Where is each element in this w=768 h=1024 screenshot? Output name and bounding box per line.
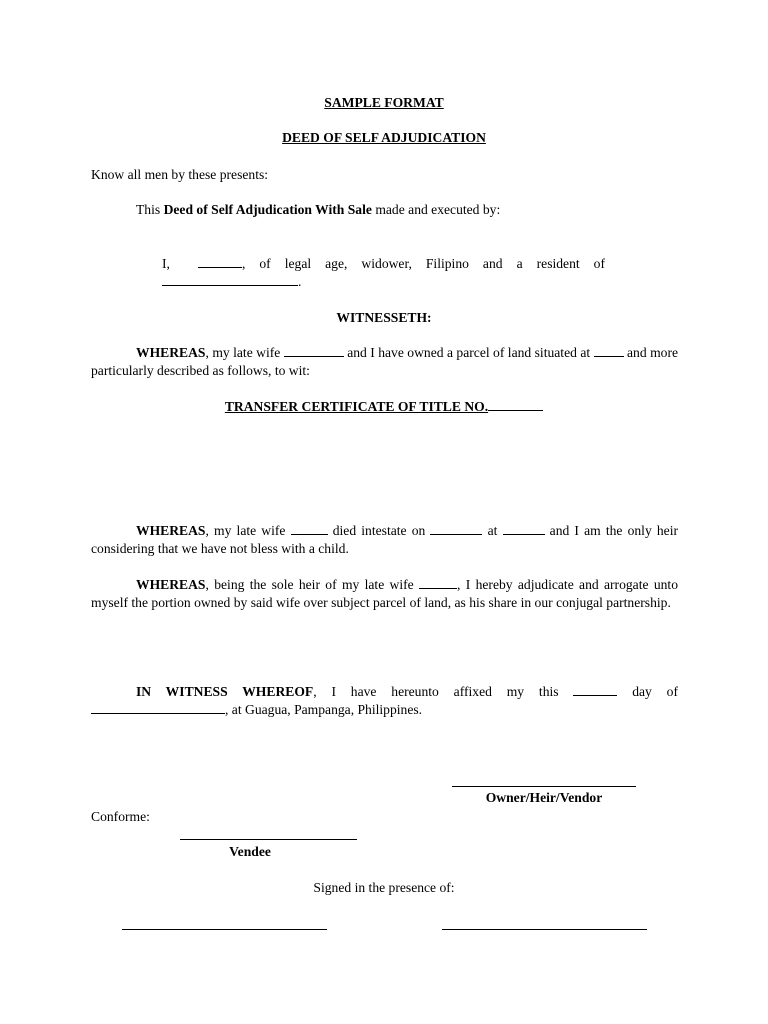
- witness-text-b: day of: [617, 684, 678, 699]
- witness-line-2: [91, 701, 678, 719]
- intro-paragraph: [136, 201, 500, 219]
- party-line-2: [162, 273, 605, 291]
- whereas-label: WHEREAS: [136, 577, 206, 592]
- witness-text-c: , at Guagua, Pampanga, Philippines.: [225, 701, 423, 717]
- month-year-blank: [91, 702, 225, 714]
- witness-signature-line-1: [122, 929, 327, 930]
- whereas3-text-b: , I hereby adjudicate and arrogate unto myself the portion owned by said wife over subject parcel of land, as his share in our conjugal partnership.: [91, 577, 678, 610]
- whereas2-text-b: died intestate on: [327, 523, 431, 538]
- intro-deed-name: Deed of Self Adjudication With Sale: [163, 202, 372, 217]
- death-date-blank: [430, 523, 482, 535]
- party-text-i: I,: [162, 256, 170, 271]
- whereas1-text-a: , my late wife: [205, 345, 284, 360]
- whereas1-text-b: and I have owned a parcel of land situated at: [343, 345, 594, 360]
- whereas1-text-c: and more particularly described as follows, to wit:: [91, 345, 679, 378]
- party-paragraph: [162, 255, 605, 290]
- intro-text-after: made and executed by:: [371, 202, 501, 217]
- whereas-paragraph-3: [91, 576, 678, 611]
- witness-signature-line-2: [442, 929, 647, 930]
- witness-label: IN WITNESS WHEREOF: [136, 684, 314, 699]
- greeting: Know all men by these presents:: [91, 167, 269, 182]
- conforme-label: Conforme:: [91, 809, 150, 824]
- residence-blank: [162, 274, 298, 286]
- witnesseth-heading: WITNESSETH:: [336, 310, 432, 325]
- heading-sample-format: SAMPLE FORMAT: [324, 95, 444, 110]
- whereas-label: WHEREAS: [136, 345, 206, 360]
- party-line-1: [162, 255, 605, 273]
- location-blank: [594, 345, 624, 357]
- whereas-paragraph-1: [91, 344, 678, 379]
- whereas2-text-d: and I am the only heir considering that we have not bless with a child.: [91, 523, 679, 556]
- whereas-label: WHEREAS: [136, 523, 206, 538]
- intro-text-before: This: [136, 202, 164, 217]
- tct-label: TRANSFER CERTIFICATE OF TITLE NO.: [224, 399, 489, 414]
- witness-text-a: , I have hereunto affixed my this: [313, 684, 574, 699]
- wife-name-blank: [419, 577, 457, 589]
- name-blank: [198, 256, 242, 268]
- day-blank: [573, 684, 617, 696]
- whereas2-text-c: at: [482, 523, 503, 538]
- party-line-end: .: [298, 273, 302, 289]
- signed-presence-label: Signed in the presence of:: [313, 880, 455, 895]
- wife-name-blank: [284, 345, 344, 357]
- party-text-details: , of legal age, widower, Filipino and a resident of: [241, 256, 605, 271]
- death-place-blank: [503, 523, 545, 535]
- document-title: DEED OF SELF ADJUDICATION: [282, 130, 486, 145]
- tct-number-blank: [488, 399, 543, 411]
- witness-line-1: [91, 683, 678, 701]
- whereas2-text-a: , my late wife: [205, 523, 291, 538]
- whereas-paragraph-2: [91, 522, 678, 557]
- owner-signature-line: [452, 786, 636, 787]
- vendee-label: Vendee: [229, 844, 271, 859]
- wife-name-blank: [291, 523, 328, 535]
- owner-label: Owner/Heir/Vendor: [485, 790, 603, 805]
- tct-heading: [0, 398, 768, 416]
- witness-paragraph: [91, 683, 678, 718]
- vendee-signature-line: [180, 839, 357, 840]
- whereas3-text-a: , being the sole heir of my late wife: [205, 577, 420, 592]
